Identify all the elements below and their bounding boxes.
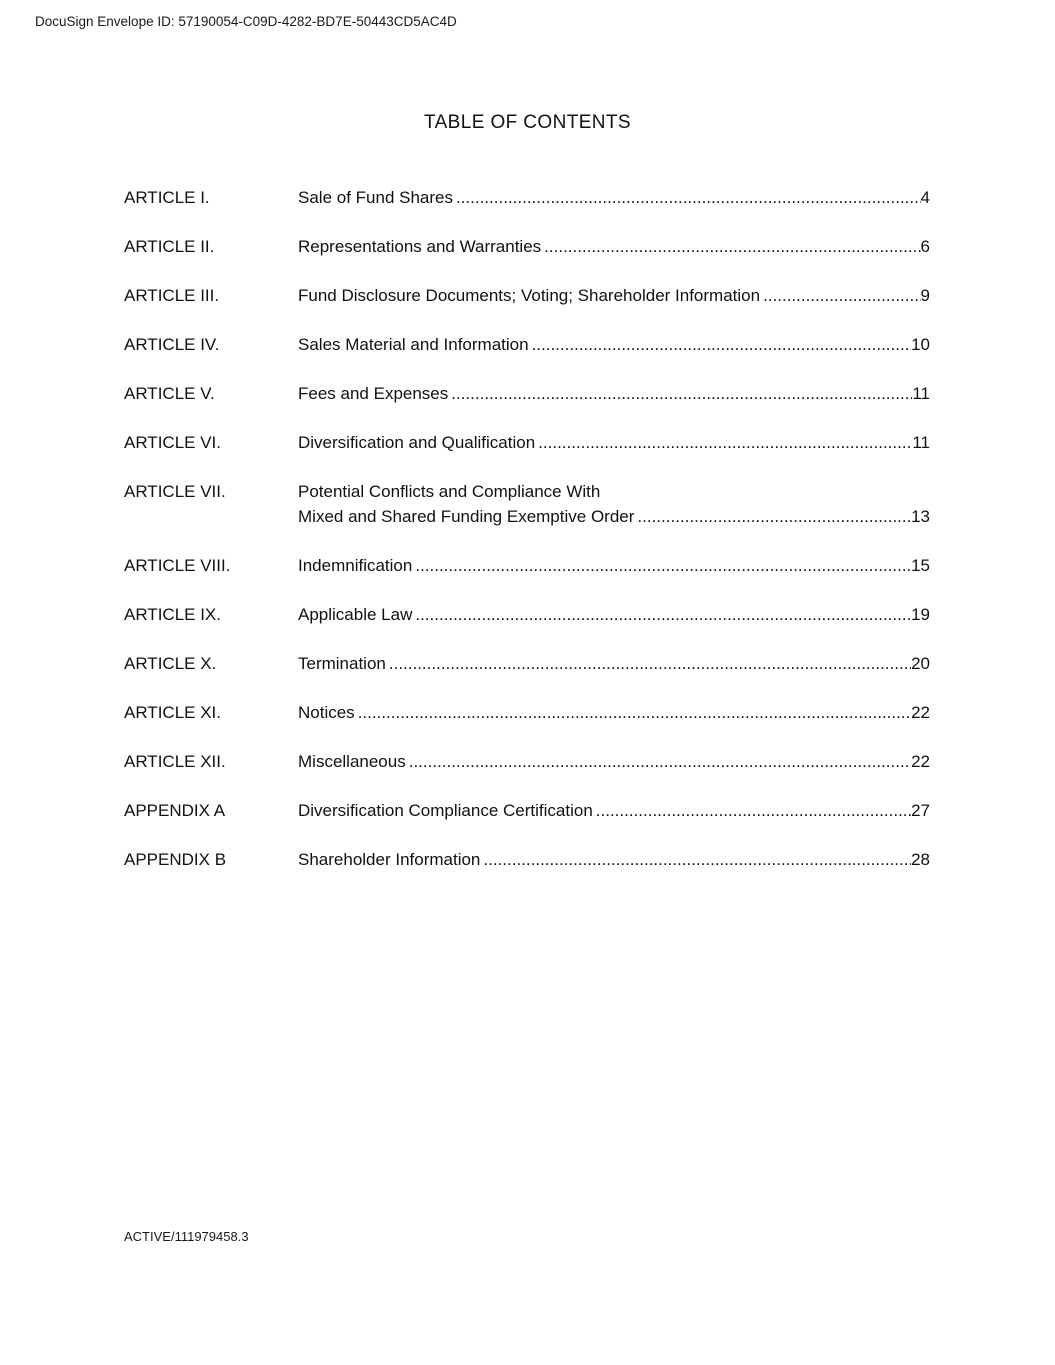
toc-entry (124, 431, 930, 454)
dot-leader (453, 186, 921, 209)
toc-entry-page: 22 (911, 703, 930, 722)
docusign-envelope-id: DocuSign Envelope ID: 57190054-C09D-4282-BD7E-50443CD5AC4D (35, 14, 457, 29)
dot-leader (412, 554, 911, 577)
toc-entry-label: ARTICLE XI. (124, 703, 221, 722)
toc-entry (124, 554, 930, 577)
toc-entry-title: Diversification Compliance Certification (298, 801, 593, 820)
toc-entry-page: 22 (911, 752, 930, 771)
toc-entry-page: 9 (920, 286, 930, 305)
toc-entry-label: ARTICLE I. (124, 188, 210, 207)
toc-entry-title-line2-row (298, 505, 930, 528)
dot-leader (355, 701, 911, 724)
toc-entry-title: Sales Material and Information (298, 335, 529, 354)
document-ref: ACTIVE/111979458.3 (124, 1229, 249, 1244)
dot-leader (386, 652, 911, 675)
toc-entry-page: 28 (911, 850, 930, 869)
toc-entry-label: ARTICLE XII. (124, 752, 226, 771)
toc-entry-page: 11 (912, 384, 930, 403)
toc-entry-page: 10 (911, 335, 930, 354)
toc-entry-title: Indemnification (298, 556, 413, 575)
toc-entry-label: ARTICLE X. (124, 654, 217, 673)
toc-entry-page: 27 (911, 801, 930, 820)
page-title: TABLE OF CONTENTS (423, 112, 632, 133)
toc-entry (124, 652, 930, 675)
toc-entry-label: ARTICLE II. (124, 237, 215, 256)
toc-entry-page: 11 (912, 433, 930, 452)
toc-entry-title: Sale of Fund Shares (298, 188, 453, 207)
dot-leader (406, 750, 911, 773)
dot-leader (529, 333, 912, 356)
toc-entry-label: ARTICLE IX. (124, 605, 221, 624)
toc-entry-page: 20 (911, 654, 930, 673)
toc-entry-label: APPENDIX B (124, 850, 227, 869)
toc-entry-title-line2: Mixed and Shared Funding Exemptive Order (298, 507, 635, 526)
toc-entry-page: 13 (911, 507, 930, 526)
toc-entry-label: ARTICLE VII. (124, 482, 226, 501)
toc-entry-label: ARTICLE IV. (124, 335, 220, 354)
toc-entry-page: 15 (911, 556, 930, 575)
toc-entry-label: ARTICLE VIII. (124, 556, 231, 575)
toc-entry (124, 799, 930, 822)
toc-entry-title: Termination (298, 654, 386, 673)
toc-entry-title-block (298, 480, 930, 528)
dot-leader (448, 382, 912, 405)
toc-entry-title: Applicable Law (298, 605, 413, 624)
toc-entry-label: APPENDIX A (124, 801, 226, 820)
toc-entry (124, 284, 930, 307)
toc-entry (124, 750, 930, 773)
toc-entry (124, 333, 930, 356)
toc-entry (124, 701, 930, 724)
toc-entry-title: Shareholder Information (298, 850, 481, 869)
dot-leader (541, 235, 920, 258)
toc-entry-title-line1: Potential Conflicts and Compliance With (298, 482, 601, 501)
toc-entry-title: Fund Disclosure Documents; Voting; Shareholder Information (298, 286, 761, 305)
toc-entry-title: Fees and Expenses (298, 384, 449, 403)
toc-entry (124, 848, 930, 871)
dot-leader (480, 848, 911, 871)
toc-entry (124, 382, 930, 405)
dot-leader (412, 603, 911, 626)
toc-entry-title: Representations and Warranties (298, 237, 542, 256)
toc-entry-title: Miscellaneous (298, 752, 406, 771)
toc-entry-page: 19 (911, 605, 930, 624)
toc-entry-title: Diversification and Qualification (298, 433, 536, 452)
toc-entry-page: 4 (920, 188, 930, 207)
dot-leader (593, 799, 911, 822)
toc-entry (124, 186, 930, 209)
toc-entry-page: 6 (920, 237, 930, 256)
toc-entry (124, 603, 930, 626)
toc-entry-label: ARTICLE VI. (124, 433, 221, 452)
table-of-contents (124, 186, 930, 897)
toc-entry-label: ARTICLE III. (124, 286, 220, 305)
toc-entry (124, 235, 930, 258)
toc-entry-label: ARTICLE V. (124, 384, 215, 403)
toc-entry (124, 480, 930, 528)
dot-leader (535, 431, 912, 454)
dot-leader (634, 505, 911, 528)
toc-entry-title: Notices (298, 703, 355, 722)
dot-leader (760, 284, 920, 307)
